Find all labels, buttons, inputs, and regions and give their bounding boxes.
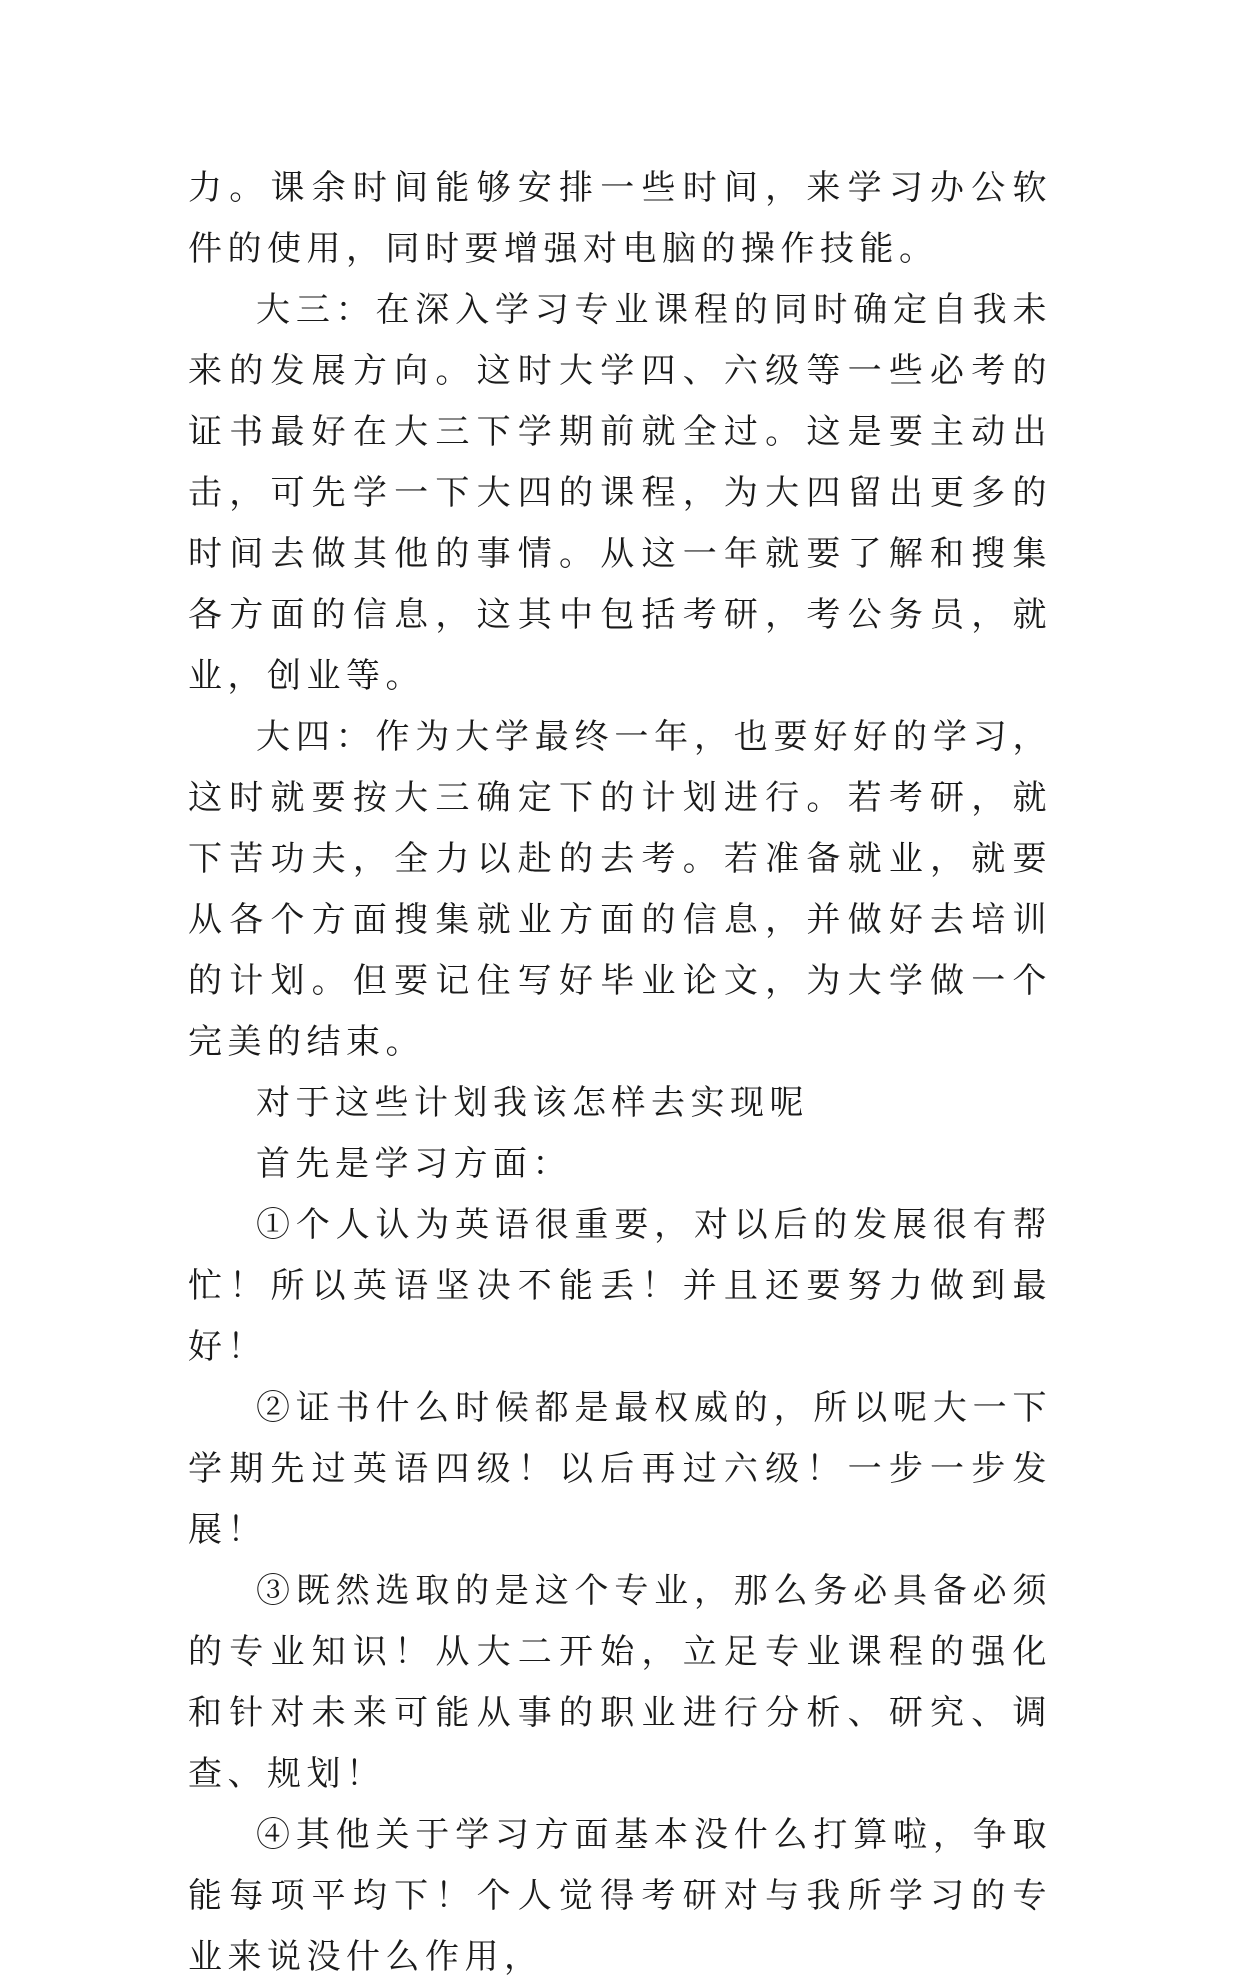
paragraph-continuation: 力。课余时间能够安排一些时间，来学习办公软件的使用，同时要增强对电脑的操作技能。 xyxy=(188,168,1052,269)
paragraph-study-heading: 首先是学习方面： xyxy=(256,1144,572,1184)
list-item-certificates: ②证书什么时候都是最权威的，所以呢大一下学期先过英语四级！以后再过六级！一步一步发展！ xyxy=(188,1388,1052,1550)
paragraph-junior-year: 大三：在深入学习专业课程的同时确定自我未来的发展方向。这时大学四、六级等一些必考的证书最好在大三下学期前就全过。这是要主动出击，可先学一下大四的课程，为大四留出更多的时间去做其他的事情。从这一年就要了解和搜集各方面的信息，这其中包括考研，考公务员，就业，创业等。 xyxy=(188,290,1052,696)
list-item-other-study: ④其他关于学习方面基本没什么打算啦，争取能每项平均下！个人觉得考研对与我所学习的专业来说没什么作用， xyxy=(188,1815,1052,1977)
list-item-english: ①个人认为英语很重要，对以后的发展很有帮忙！所以英语坚决不能丢！并且还要努力做到最好！ xyxy=(188,1205,1052,1367)
list-item-major-knowledge: ③既然选取的是这个专业，那么务必具备必须的专业知识！从大二开始，立足专业课程的强化和针对未来可能从事的职业进行分析、研究、调查、规划！ xyxy=(188,1571,1052,1794)
document-body xyxy=(188,158,1052,1988)
paragraph-senior-year: 大四：作为大学最终一年，也要好好的学习，这时就要按大三确定下的计划进行。若考研，就下苦功夫，全力以赴的去考。若准备就业，就要从各个方面搜集就业方面的信息，并做好去培训的计划。但要记住写好毕业论文，为大学做一个完美的结束。 xyxy=(188,717,1052,1062)
paragraph-how-to-achieve: 对于这些计划我该怎样去实现呢 xyxy=(256,1083,809,1123)
